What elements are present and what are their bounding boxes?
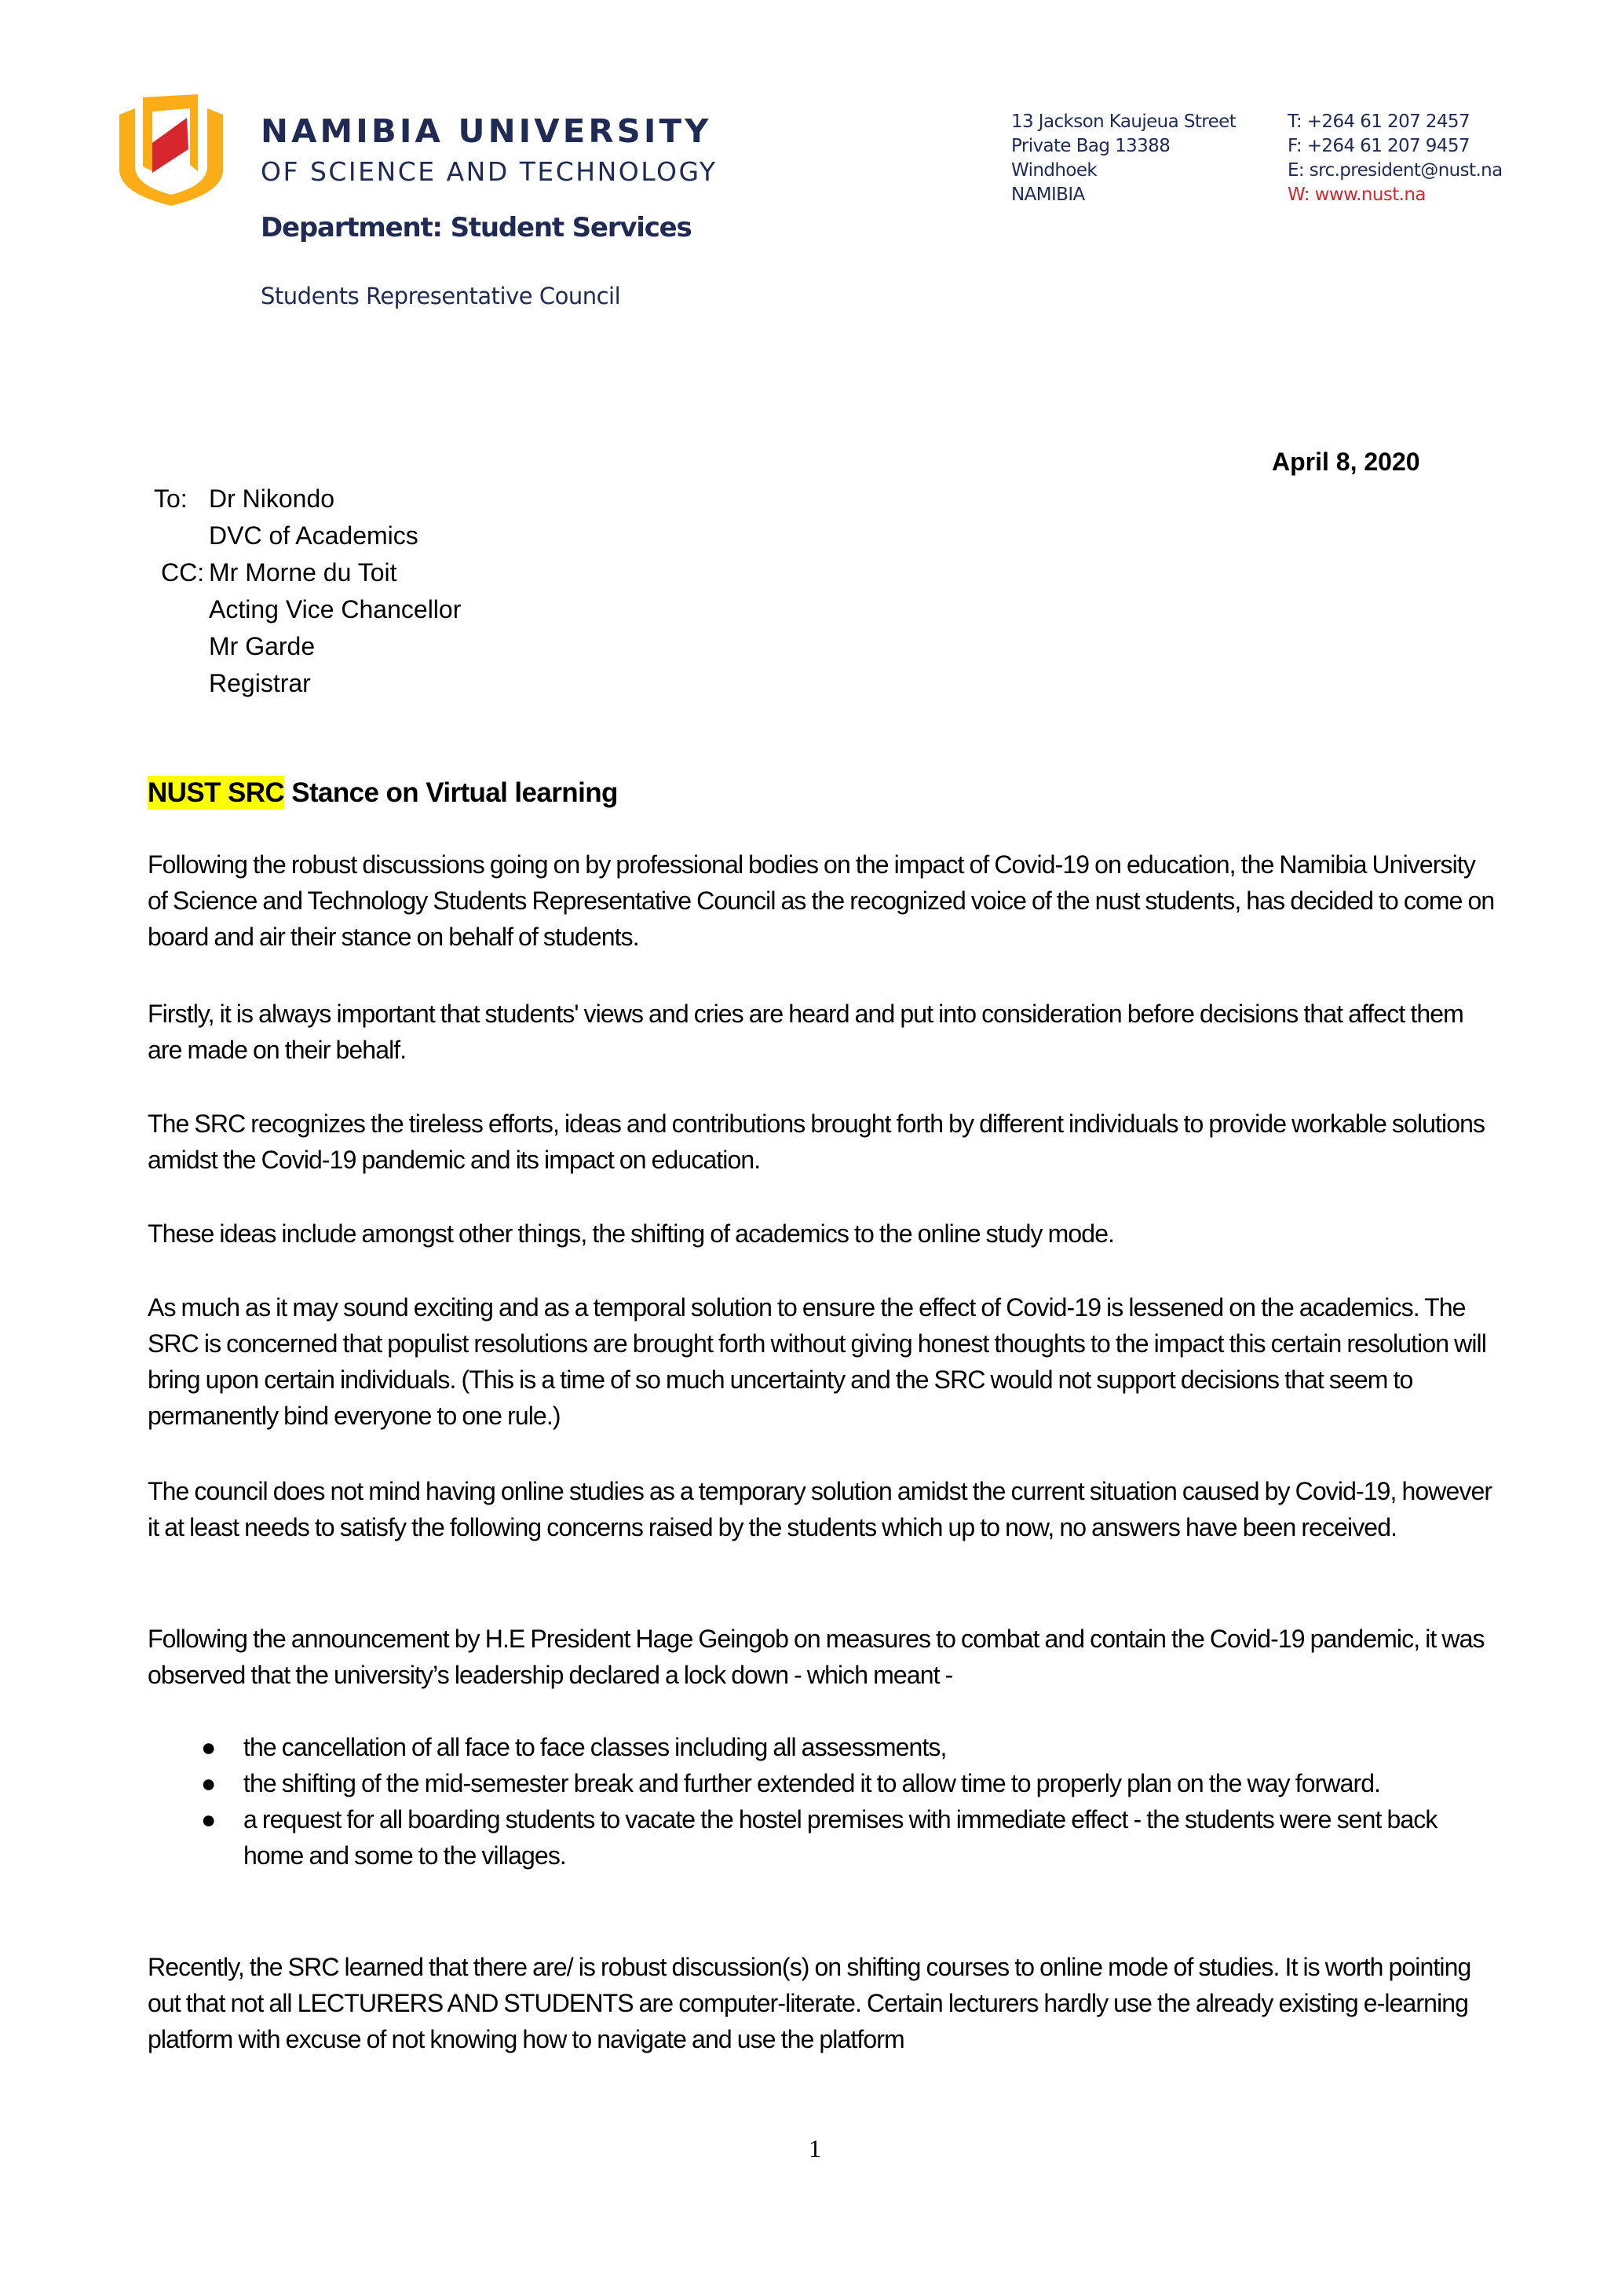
recipient-name: Dr Nikondo — [209, 484, 335, 513]
cc-title: Acting Vice Chancellor — [209, 595, 462, 623]
contact-details — [1288, 110, 1503, 207]
cc-label: CC: — [161, 558, 205, 587]
body-paragraph: The council does not mind having online studies as a temporary solution amidst the current situation caused by Covid-19, however it at least needs to satisfy the following concerns raised by the students which up to now, no answers have been received. — [148, 1477, 1492, 1541]
nust-shield-logo-icon — [116, 88, 226, 206]
email-address[interactable]: E: src.president@nust.na — [1288, 160, 1503, 181]
cc-title: Registrar — [209, 669, 311, 697]
council-name: Students Representative Council — [261, 283, 621, 309]
bullet-icon: ● — [201, 1733, 216, 1761]
cc-name: Mr Garde — [209, 632, 316, 660]
body-paragraph: These ideas include amongst other things, the shifting of academics to the online study mode. — [148, 1219, 1115, 1248]
address-line: 13 Jackson Kaujeua Street — [1011, 112, 1237, 132]
body-paragraph: As much as it may sound exciting and as a temporal solution to ensure the effect of Covid-19 is lessened on the academics. The SRC is concerned that populist resolutions are brought forth without giving honest thoughts to the impact this certain resolution will bring upon certain individuals. (This is a time of so much uncertainty and the SRC would not support decisions that seem to permanently bind everyone to one rule.) — [148, 1293, 1486, 1430]
postal-address — [1011, 110, 1236, 207]
lockdown-measures-list — [148, 1729, 1498, 1874]
bullet-icon: ● — [201, 1805, 216, 1834]
body-paragraph: The SRC recognizes the tireless efforts, ideas and contributions brought forth by different individuals to provide workable solutions amidst the Covid-19 pandemic and its impact on education. — [148, 1110, 1485, 1174]
cc-row — [154, 665, 461, 702]
body-paragraph: Following the robust discussions going on by professional bodies on the impact of Covid-19 on education, the Namibia University of Science and Technology Students Representative Council as the recognized voice of the nust students, has decided to come on board and air their stance on behalf of students. — [148, 850, 1495, 951]
page-number: 1 — [809, 2134, 821, 2163]
university-name-line1: NAMIBIA UNIVERSITY — [261, 112, 712, 150]
address-line: Windhoek — [1011, 160, 1098, 181]
recipient-title: DVC of Academics — [209, 521, 418, 550]
to-label: To: — [154, 484, 188, 513]
website-link[interactable]: W: www.nust.na — [1288, 185, 1426, 205]
closing-paragraph: Recently, the SRC learned that there are/ is robust discussion(s) on shifting courses to online mode of studies. It is worth pointing out that not all LECTURERS AND STUDENTS are computer-literate. Certain lecturers hardly use the already existing e-learning platform with excuse of not knowing how to navigate and use the platform — [148, 1953, 1471, 2053]
to-row — [154, 517, 461, 554]
phone-number: T: +264 61 207 2457 — [1288, 112, 1470, 132]
address-line: Private Bag 13388 — [1011, 136, 1171, 156]
cc-row — [154, 554, 461, 591]
university-name — [261, 114, 718, 188]
fax-number: F: +264 61 207 9457 — [1288, 136, 1470, 156]
list-item: ● the shifting of the mid-semester break and further extended it to allow time to properly plan on the way forward. — [148, 1765, 1498, 1801]
university-name-line2: OF SCIENCE AND TECHNOLOGY — [261, 156, 718, 187]
subject-text: Stance on Virtual learning — [284, 777, 618, 808]
subject-highlight: NUST SRC — [148, 777, 285, 808]
letter-date: April 8, 2020 — [1272, 448, 1420, 476]
address-line: NAMIBIA — [1011, 185, 1085, 205]
to-row — [154, 481, 461, 517]
list-item: ● the cancellation of all face to face classes including all assessments, — [148, 1729, 1498, 1765]
letter-subject — [148, 777, 618, 809]
body-paragraph: Following the announcement by H.E President Hage Geingob on measures to combat and contain the Covid-19 pandemic, it was observed that the university’s leadership declared a lock down - which meant - — [148, 1625, 1485, 1689]
department-name: Department: Student Services — [261, 212, 692, 243]
bullet-icon: ● — [201, 1769, 216, 1797]
body-paragraph: Firstly, it is always important that students' views and cries are heard and put into consideration before decisions that affect them are made on their behalf. — [148, 1000, 1463, 1064]
list-item: ● a request for all boarding students to vacate the hostel premises with immediate effect - the students were sent back home and some to the villages. — [148, 1801, 1498, 1874]
cc-name: Mr Morne du Toit — [209, 558, 397, 587]
cc-row — [154, 628, 461, 665]
cc-row — [154, 591, 461, 628]
recipients-block — [154, 481, 461, 702]
